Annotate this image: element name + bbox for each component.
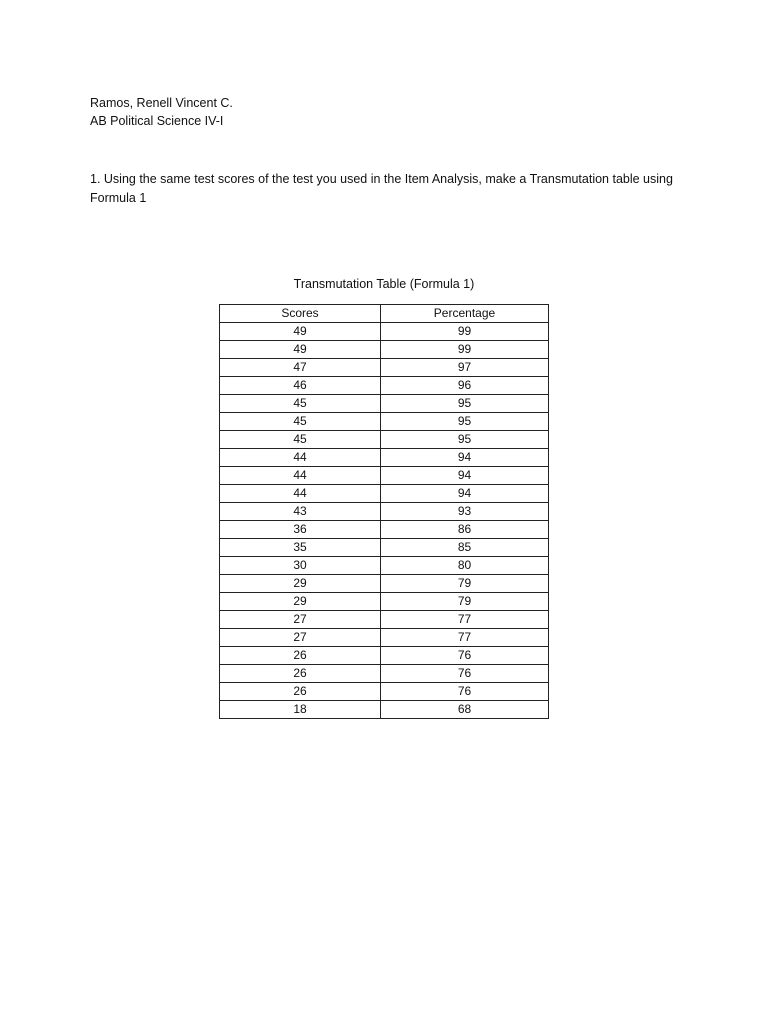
table-row — [220, 467, 549, 485]
score-cell: 18 — [220, 701, 381, 719]
question-text-line-1: 1. Using the same test scores of the test you used in the Item Analysis, make a Transmutation table using — [90, 172, 673, 186]
table-row — [220, 395, 549, 413]
table-row — [220, 413, 549, 431]
score-cell: 27 — [220, 611, 381, 629]
column-header-percentage: Percentage — [381, 305, 549, 323]
table-row — [220, 575, 549, 593]
percentage-cell: 97 — [381, 359, 549, 377]
score-cell: 35 — [220, 539, 381, 557]
percentage-cell: 80 — [381, 557, 549, 575]
score-cell: 29 — [220, 593, 381, 611]
percentage-cell: 77 — [381, 629, 549, 647]
score-cell: 46 — [220, 377, 381, 395]
score-cell: 26 — [220, 665, 381, 683]
score-cell: 49 — [220, 341, 381, 359]
percentage-cell: 95 — [381, 413, 549, 431]
table-row — [220, 647, 549, 665]
table-row — [220, 521, 549, 539]
percentage-cell: 99 — [381, 341, 549, 359]
column-header-scores: Scores — [220, 305, 381, 323]
score-cell: 45 — [220, 395, 381, 413]
table-row — [220, 431, 549, 449]
table-row — [220, 539, 549, 557]
score-cell: 44 — [220, 449, 381, 467]
table-row — [220, 629, 549, 647]
score-cell: 26 — [220, 647, 381, 665]
percentage-cell: 76 — [381, 665, 549, 683]
score-cell: 47 — [220, 359, 381, 377]
percentage-cell: 94 — [381, 467, 549, 485]
percentage-cell: 95 — [381, 395, 549, 413]
table-row — [220, 323, 549, 341]
percentage-cell: 86 — [381, 521, 549, 539]
table-row — [220, 503, 549, 521]
student-course: AB Political Science IV-I — [90, 114, 224, 128]
student-name: Ramos, Renell Vincent C. — [90, 96, 233, 110]
table-row — [220, 683, 549, 701]
table-row — [220, 485, 549, 503]
table-title: Transmutation Table (Formula 1) — [293, 277, 475, 291]
percentage-cell: 94 — [381, 449, 549, 467]
percentage-cell: 76 — [381, 683, 549, 701]
question-text-line-2: Formula 1 — [90, 191, 147, 205]
table-row — [220, 359, 549, 377]
table-row — [220, 611, 549, 629]
score-cell: 45 — [220, 431, 381, 449]
score-cell: 27 — [220, 629, 381, 647]
percentage-cell: 76 — [381, 647, 549, 665]
percentage-cell: 96 — [381, 377, 549, 395]
percentage-cell: 79 — [381, 593, 549, 611]
percentage-cell: 68 — [381, 701, 549, 719]
score-cell: 44 — [220, 485, 381, 503]
score-cell: 43 — [220, 503, 381, 521]
score-cell: 26 — [220, 683, 381, 701]
score-cell: 30 — [220, 557, 381, 575]
table-row — [220, 377, 549, 395]
table-row — [220, 449, 549, 467]
percentage-cell: 93 — [381, 503, 549, 521]
percentage-cell: 79 — [381, 575, 549, 593]
transmutation-table — [219, 304, 549, 719]
score-cell: 45 — [220, 413, 381, 431]
table-row — [220, 557, 549, 575]
percentage-cell: 99 — [381, 323, 549, 341]
table-header-row — [220, 305, 549, 323]
table-row — [220, 701, 549, 719]
table-row — [220, 665, 549, 683]
percentage-cell: 95 — [381, 431, 549, 449]
percentage-cell: 77 — [381, 611, 549, 629]
score-cell: 29 — [220, 575, 381, 593]
score-cell: 49 — [220, 323, 381, 341]
table-row — [220, 593, 549, 611]
percentage-cell: 85 — [381, 539, 549, 557]
score-cell: 36 — [220, 521, 381, 539]
percentage-cell: 94 — [381, 485, 549, 503]
score-cell: 44 — [220, 467, 381, 485]
table-row — [220, 341, 549, 359]
table-body — [220, 323, 549, 719]
